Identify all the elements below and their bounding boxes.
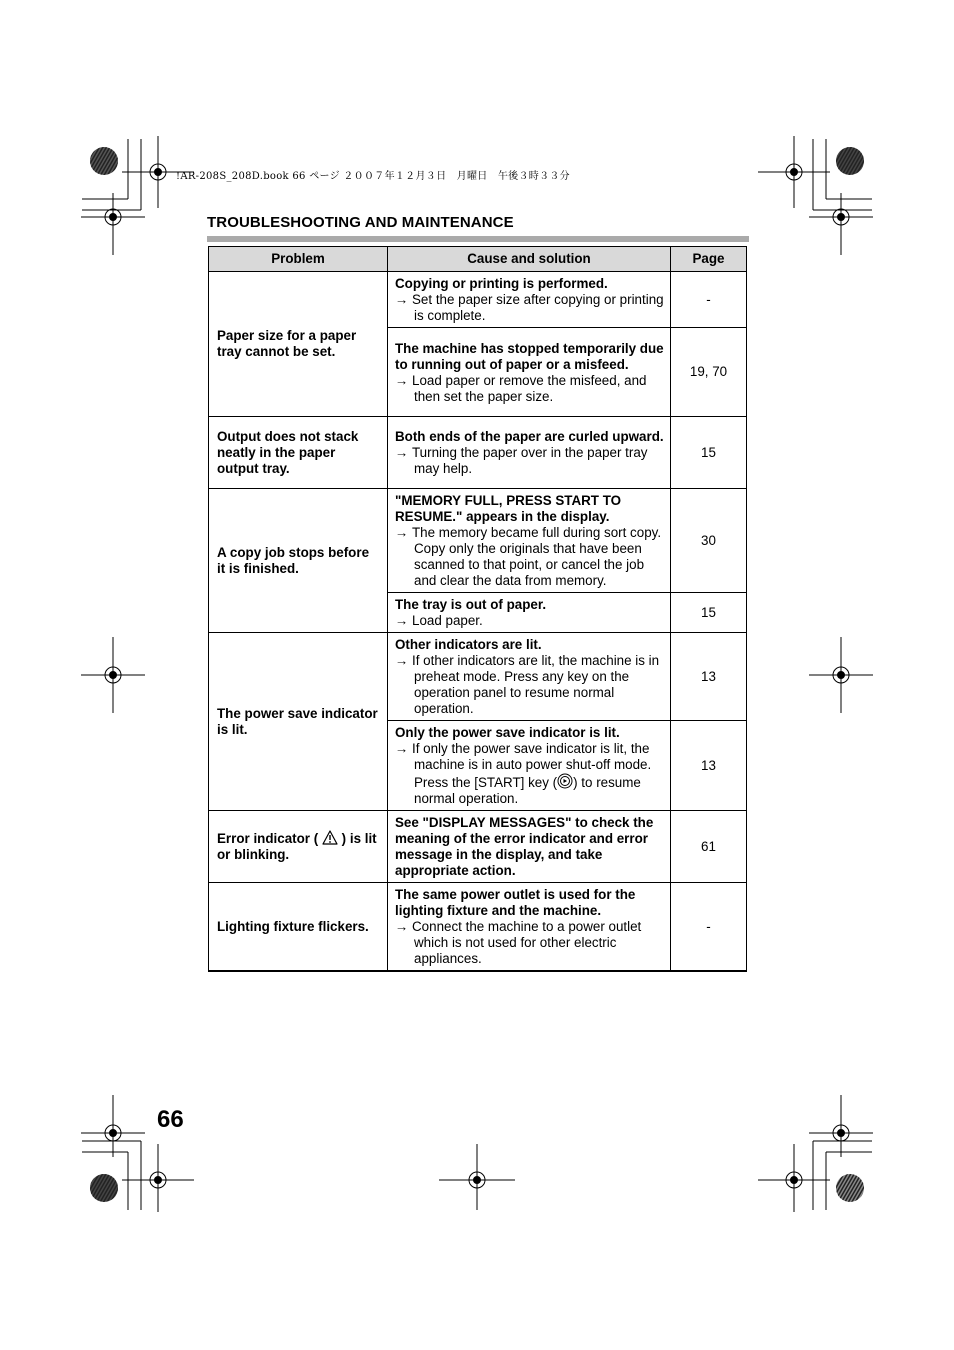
page-cell: 15 bbox=[671, 593, 747, 633]
problem-cell: Error indicator ( ) is lit or blinking. bbox=[209, 811, 388, 883]
header-page: Page bbox=[671, 247, 747, 272]
print-info-line: !AR-208S_208D.book 66 ページ ２００７年１２月３日 月曜日 午後３時３３分 bbox=[176, 171, 570, 182]
page-cell: 61 bbox=[671, 811, 747, 883]
section-title: TROUBLESHOOTING AND MAINTENANCE bbox=[207, 214, 514, 231]
table-row bbox=[209, 417, 747, 489]
cause-heading: Only the power save indicator is lit. bbox=[395, 725, 620, 740]
shade-circle-top-right bbox=[836, 147, 864, 175]
problem-cell: Paper size for a paper tray cannot be set. bbox=[209, 272, 388, 417]
cause-cell bbox=[388, 489, 671, 593]
cause-solution: → Turning the paper over in the paper tray may help. bbox=[395, 445, 648, 476]
page-cell: 30 bbox=[671, 489, 747, 593]
page-cell: - bbox=[671, 272, 747, 328]
table-row bbox=[209, 489, 747, 593]
page-cell: 13 bbox=[671, 721, 747, 811]
arrow-icon: → bbox=[395, 292, 409, 307]
header-problem: Problem bbox=[209, 247, 388, 272]
problem-cell: The power save indicator is lit. bbox=[209, 633, 388, 811]
problem-cell: Lighting fixture flickers. bbox=[209, 883, 388, 972]
cause-solution: → Connect the machine to a power outlet which is not used for other electric appliances. bbox=[395, 919, 642, 966]
cause-solution: → Load paper or remove the misfeed, and then set the paper size. bbox=[395, 372, 647, 404]
header-cause: Cause and solution bbox=[388, 247, 671, 272]
arrow-icon: → bbox=[395, 372, 409, 388]
start-key-icon bbox=[557, 773, 573, 789]
arrow-icon: → bbox=[395, 445, 409, 460]
cause-heading: Copying or printing is performed. bbox=[395, 276, 608, 291]
cause-cell bbox=[388, 593, 671, 633]
cause-solution: → Load paper. bbox=[395, 613, 483, 628]
cause-cell bbox=[388, 883, 671, 972]
arrow-icon: → bbox=[395, 613, 409, 628]
page-cell: 19, 70 bbox=[671, 328, 747, 417]
warning-triangle-icon bbox=[322, 830, 338, 845]
table-header-row bbox=[209, 247, 747, 272]
shade-circle-bottom-left bbox=[90, 1174, 118, 1202]
problem-cell: A copy job stops before it is finished. bbox=[209, 489, 388, 633]
shade-circle-top-left bbox=[90, 147, 118, 175]
page-cell: - bbox=[671, 883, 747, 972]
table-row bbox=[209, 811, 747, 883]
troubleshooting-table bbox=[208, 246, 747, 972]
cause-heading: The same power outlet is used for the lighting fixture and the machine. bbox=[395, 887, 636, 918]
cause-cell bbox=[388, 633, 671, 721]
cause-cell bbox=[388, 811, 671, 883]
cause-cell bbox=[388, 417, 671, 489]
cause-solution: → If only the power save indicator is lit, the machine is in auto power shut-off mode. Press the [START] key ( ) to resume normal operation. bbox=[395, 741, 652, 806]
cause-heading: "MEMORY FULL, PRESS START TO RESUME." appears in the display. bbox=[395, 493, 622, 524]
cause-solution: → The memory became full during sort copy. Copy only the originals that have been scanned to that point, or cancel the job and clear the data from memory. bbox=[395, 525, 662, 588]
arrow-icon: → bbox=[395, 525, 409, 540]
table-row bbox=[209, 883, 747, 972]
cause-cell bbox=[388, 721, 671, 811]
cause-cell bbox=[388, 328, 671, 417]
table-row bbox=[209, 633, 747, 721]
cause-heading: The tray is out of paper. bbox=[395, 597, 547, 612]
page-number: 66 bbox=[157, 1106, 184, 1133]
arrow-icon: → bbox=[395, 741, 409, 756]
cause-solution: → Set the paper size after copying or printing is complete. bbox=[395, 292, 664, 323]
cause-heading: Other indicators are lit. bbox=[395, 637, 542, 652]
problem-cell: Output does not stack neatly in the paper output tray. bbox=[209, 417, 388, 489]
page-cell: 13 bbox=[671, 633, 747, 721]
arrow-icon: → bbox=[395, 919, 409, 934]
table-row bbox=[209, 272, 747, 328]
shade-circle-bottom-right bbox=[836, 1174, 864, 1202]
cause-heading: See "DISPLAY MESSAGES" to check the meaning of the error indicator and error message in the display, and take appropriate action. bbox=[395, 815, 654, 878]
cause-heading: The machine has stopped temporarily due to running out of paper or a misfeed. bbox=[395, 340, 664, 372]
arrow-icon: → bbox=[395, 653, 409, 668]
cause-heading: Both ends of the paper are curled upward. bbox=[395, 429, 664, 444]
cause-cell bbox=[388, 272, 671, 328]
title-rule bbox=[207, 236, 749, 242]
page-cell: 15 bbox=[671, 417, 747, 489]
cause-solution: → If other indicators are lit, the machine is in preheat mode. Press any key on the operation panel to resume normal operation. bbox=[395, 653, 660, 716]
